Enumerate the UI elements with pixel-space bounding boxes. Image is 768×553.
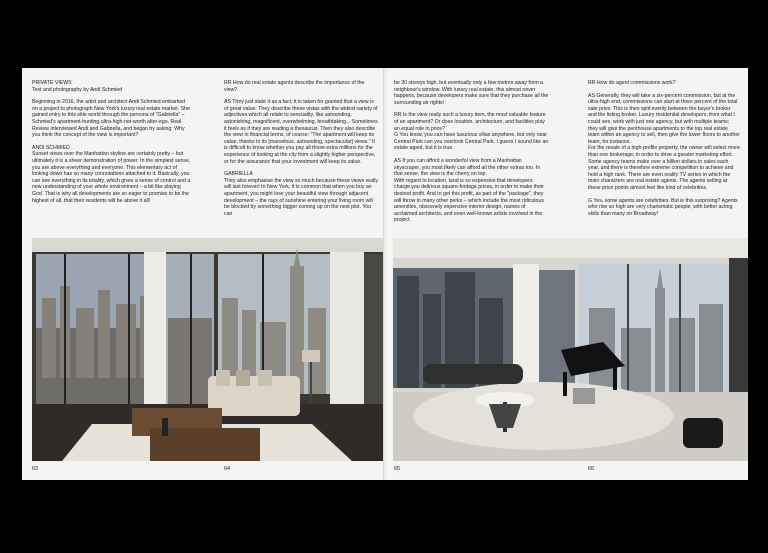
text-column-2 (224, 80, 379, 217)
page-left-spread (22, 68, 384, 480)
paragraph: They also emphasise the view so much because these views really will last forever! In New York, it is common that when you buy an apartment, you might lose your beautiful view through adjacent development – the rays of sunshine entering your living room will be blocked by something bigger coming up on the next plot. You can (224, 177, 378, 217)
paragraph: RR How do real estate agents describe the importance of the view? (224, 80, 365, 93)
page-number-66: 66 (588, 466, 595, 472)
page-number-64: 64 (224, 466, 231, 472)
photo-living-room-empire-state (32, 238, 384, 461)
paragraph: For the resale of a high-profile property, the owner will select more than one brokerage, in order to drive a greater marketing effort. Some agency teams make over a billion dollars in sales each year, and there is therefore extreme competition to achieve and hold a high rank. There are even reality TV series in which the main characters are real estate agents. The agents selling at these price points almost feel like kind of celebrities. (588, 145, 740, 191)
paragraph: ANDI SCHMIED (32, 144, 70, 151)
paragraph: G You know, you can have luxurious villas anywhere, but only near Central Park can you overlook Central Park. I guess I sound like an estate agent, but it is true. (394, 132, 549, 152)
photo-living-room-piano (393, 238, 748, 461)
paragraph: Sunset views over the Manhattan skyline are certainly pretty – but ultimately it is a sheer demonstration of power. In the simplest sense, you are above everything and everyone. This elementary act of looking down has so many connotations attached to it. Basically, you can see everything in its totality, which gives a sense of control and a new understanding of your whole environment – a bit like playing God. That is why all developments are so eager to promise to be the highest of all, that their residents will be above it all! (32, 151, 191, 204)
paragraph: RR How do agent commissions work? (588, 80, 676, 86)
paragraph: Beginning in 2016, the artist and architect Andi Schmied embarked on a project to photograph New York's luxury real estate market. She gained entry to this elite world through the persona of "Gabriella" – Schmied's apartment-hunting ultra-high-net-worth alter-ego. Real Review interviewed Andi and Gabriella, and began by asking: Why you think the concept of the view is important? (32, 99, 190, 139)
text-column-1 (32, 80, 192, 204)
page-number-63: 63 (32, 466, 39, 472)
paragraph: G Yes, some agents are celebrities. But is this surprising? Agents who rise so high are very charismatic people, with better acting skills than many on Broadway! (588, 197, 738, 217)
page-right-spread (386, 68, 748, 480)
text-column-3 (394, 80, 549, 224)
paragraph: GABRIELLA (224, 171, 253, 178)
paragraph: AS They just state it as a fact; it is taken for granted that a view is of great value. They describe these vistas with the widest variety of adjectives which all relate to sensuality, like astounding, astonishing, magnificent, overwhelming, breathtaking... Sometimes it feels as if they are reading a thesaurus. Then they also describe the view in financial terms, of course: "The apartment will keep its value, thanks to its [marvelous, astounding, spectacular] views." It is difficult to know whether you pay all those extra millions for the experience of looking at the city from a slightly higher perspective, or for the assurance that your investment will keep its value. (224, 99, 378, 165)
paragraph: AS Generally, they will take a six-percent commission, but at the ultra-high end, commissions can start at three percent of the total sale price. This is then split evenly between the buyer's broker and the listing broker. Luxury residential developers, from what I could see, work with just one agency, but with multiple teams; they will give the penthouse apartments to the top real estate team within an agency to sell, then give the lower floors to another team, for instance. (588, 92, 740, 145)
paragraph: PRIVATE VIEWS (32, 80, 72, 86)
text-column-4 (588, 80, 740, 217)
paragraph: With regard to location, land is so expensive that developers charge you delirious square-footage prices, in order to make their desired profit. And to get this profit, as part of the "package", they will throw in many other perks – which include the most ridiculous amenities, obscenely expensive interior design, names of acclaimed architects, and even well-known artists involved in the project. (394, 177, 544, 224)
paragraph: be 30 storeys high, but eventually only a few metres away from a neighbour's window. With luxury real estate, this almost never happens, because developers make sure that they purchase all the surrounding air rights! (394, 80, 549, 106)
page-number-65: 65 (394, 466, 401, 472)
paragraph: RR Is the view really such a luxury item, the most valuable feature of an apartment? Or does location, architecture, and facilities play an equal role in price? (394, 112, 546, 132)
paragraph: AS If you can afford a wonderful view from a Manhattan skyscraper, you most likely can afford all the other extras too. In that sense, the view is the cherry on top. (394, 157, 541, 178)
paragraph: Text and photography by Andi Schmied (32, 86, 122, 93)
